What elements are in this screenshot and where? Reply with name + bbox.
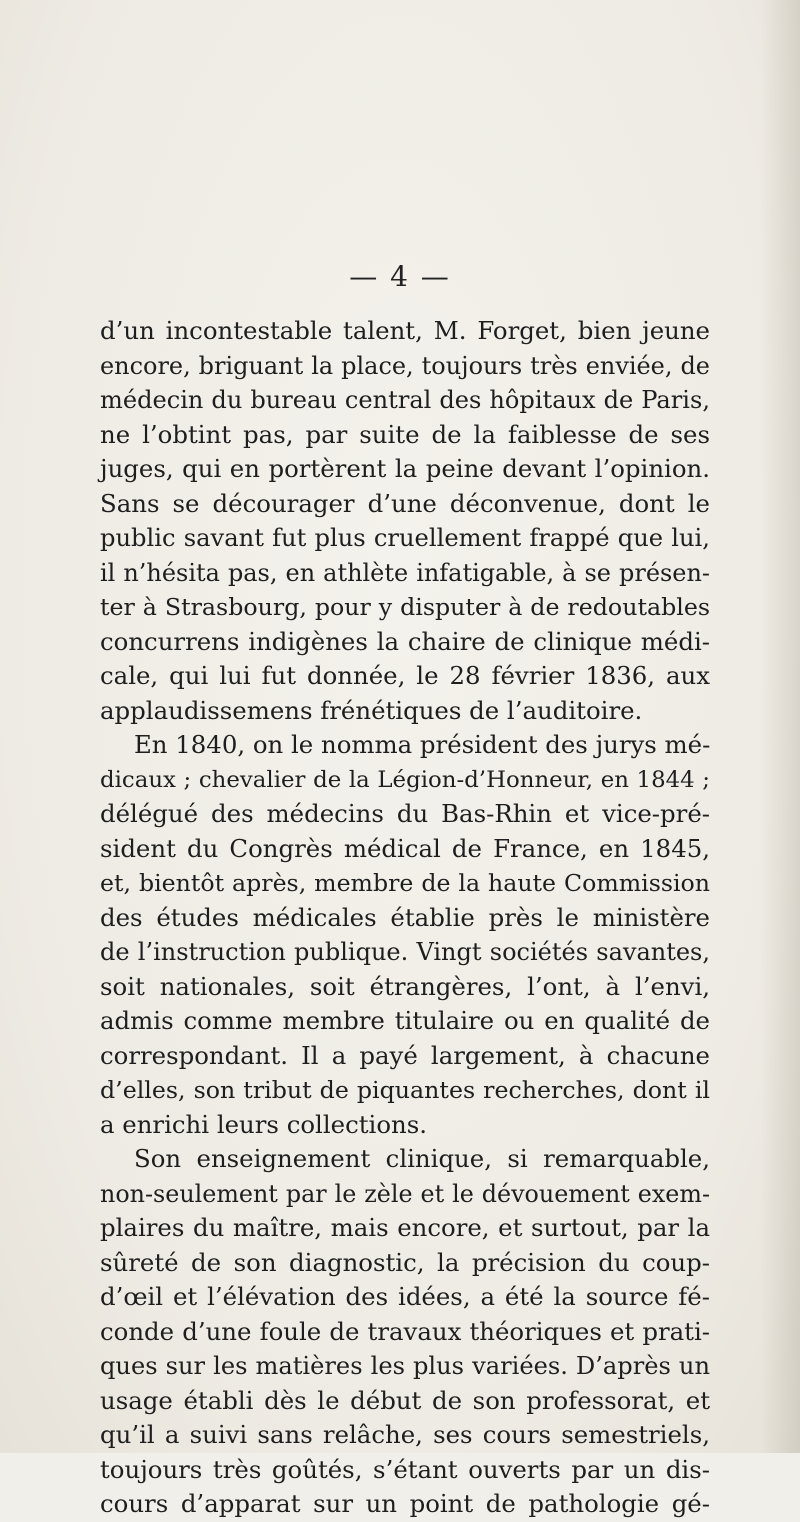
text-line: Son enseignement clinique, si remarquable, bbox=[134, 1144, 710, 1173]
text-line: d’un incontestable talent, M. Forget, bien jeune bbox=[100, 316, 710, 345]
text-line: délégué des médecins du Bas-Rhin et vice-pré- bbox=[100, 799, 710, 828]
text-line: public savant fut plus cruellement frappé que lui, bbox=[100, 524, 710, 552]
text-line: soit nationales, soit étrangères, l’ont, à l’envi, bbox=[100, 971, 710, 1001]
text-line: des études médicales établie près le ministère bbox=[100, 902, 710, 932]
paragraph-3 bbox=[100, 1142, 710, 1522]
text-line: encore, briguant la place, toujours très enviée, de bbox=[100, 351, 710, 380]
text-line: médecin du bureau central des hôpitaux de Paris, bbox=[100, 386, 710, 414]
text-line: d’elles, son tribut de piquantes recherches, dont il bbox=[100, 1076, 710, 1104]
text-line: a enrichi leurs collections. bbox=[100, 1109, 427, 1139]
text-line: toujours très goûtés, s’étant ouverts par un dis- bbox=[100, 1454, 710, 1484]
text-line: admis comme membre titulaire ou en qualité de bbox=[100, 1006, 710, 1035]
text-line: de l’instruction publique. Vingt sociétés savantes, bbox=[100, 938, 710, 966]
text-line: conde d’une foule de travaux théoriques et prati- bbox=[100, 1316, 710, 1346]
text-line: ter à Strasbourg, pour y disputer à de redoutables bbox=[100, 593, 710, 621]
text-line: usage établi dès le début de son professorat, et bbox=[100, 1385, 710, 1415]
text-line: non-seulement par le zèle et le dévouement exem- bbox=[100, 1179, 710, 1208]
text-line: Sans se décourager d’une déconvenue, dont le bbox=[100, 488, 710, 518]
text-line: ques sur les matières les plus variées. D’après un bbox=[100, 1352, 710, 1380]
text-line: juges, qui en portèrent la peine devant l’opinion. bbox=[100, 454, 710, 483]
text-line: et, bientôt après, membre de la haute Commission bbox=[100, 869, 710, 897]
text-line: dicaux ; chevalier de la Légion-d’Honneur, en 1844 ; bbox=[100, 766, 710, 793]
text-line: En 1840, on le nomma président des jurys mé- bbox=[134, 730, 711, 759]
text-line: cours d’apparat sur un point de pathologie gé- bbox=[100, 1489, 710, 1518]
text-line: qu’il a suivi sans relâche, ses cours semestriels, bbox=[100, 1420, 710, 1449]
paragraph-1 bbox=[100, 314, 710, 728]
body-text bbox=[100, 314, 710, 1522]
text-line: sûreté de son diagnostic, la précision du coup- bbox=[100, 1247, 710, 1277]
page-edge-shadow bbox=[760, 0, 800, 1453]
text-line: plaires du maître, mais encore, et surtout, par la bbox=[100, 1213, 710, 1242]
page-number: — 4 — bbox=[349, 260, 451, 293]
text-line: sident du Congrès médical de France, en 1845, bbox=[100, 833, 710, 863]
text-line: ne l’obtint pas, par suite de la faiblesse de ses bbox=[100, 419, 710, 449]
paragraph-2 bbox=[100, 728, 710, 1142]
text-line: d’œil et l’élévation des idées, a été la source fé- bbox=[100, 1282, 710, 1311]
text-line: il n’hésita pas, en athlète infatigable, à se présen- bbox=[100, 558, 710, 587]
text-line: cale, qui lui fut donnée, le 28 février 1836, aux bbox=[100, 661, 710, 690]
text-line: concurrens indigènes la chaire de clinique médi- bbox=[100, 626, 710, 656]
text-line: correspondant. Il a payé largement, à chacune bbox=[100, 1040, 710, 1070]
text-line: applaudissemens frénétiques de l’auditoire. bbox=[100, 695, 643, 725]
